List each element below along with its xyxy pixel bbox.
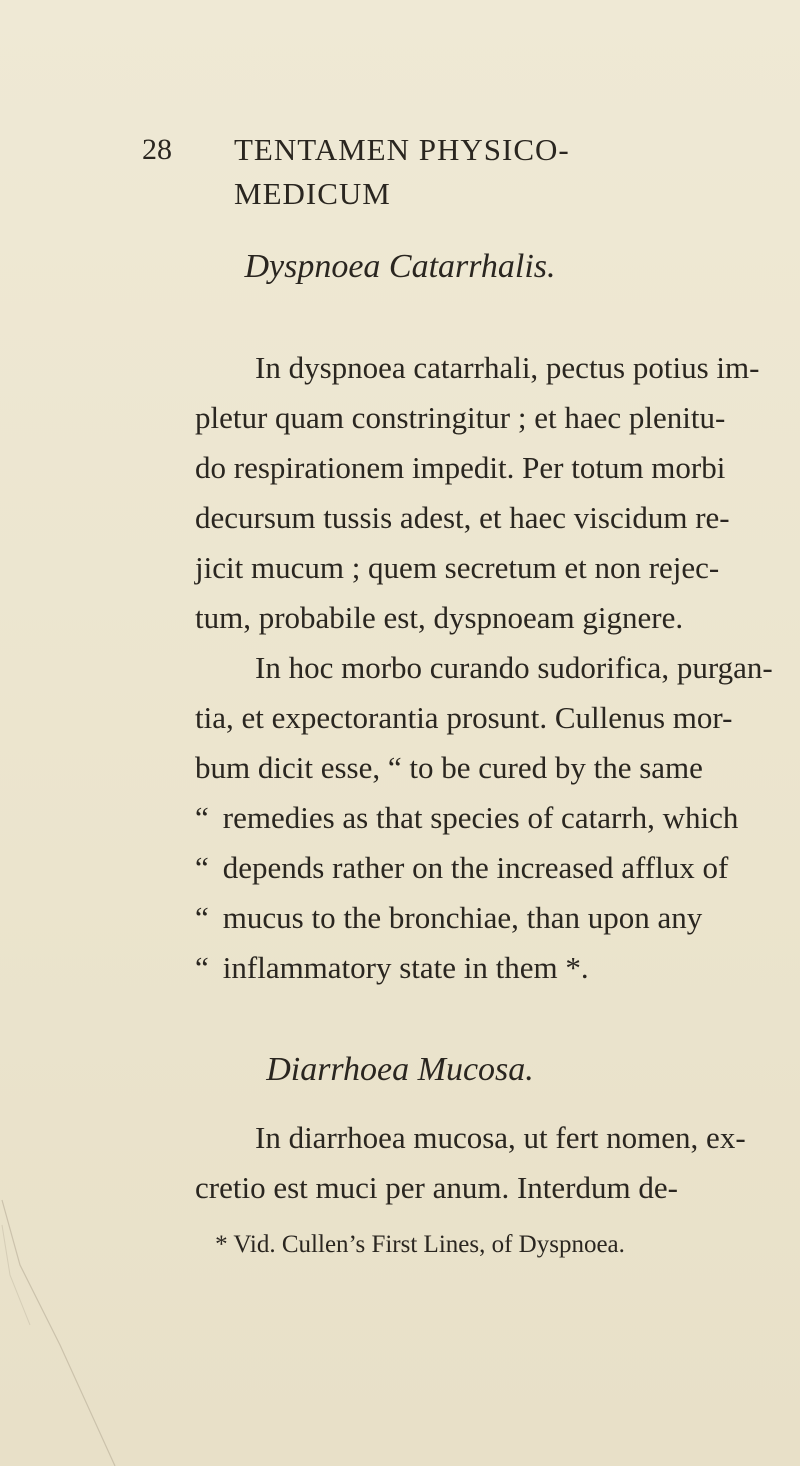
- quote-line: “ inflammatory state in them *.: [195, 950, 589, 985]
- text-line: tia, et expectorantia prosunt. Cullenus mor-: [195, 700, 733, 735]
- text-line: do respirationem impedit. Per totum morbi: [195, 450, 726, 485]
- quote-mark: “: [195, 850, 209, 885]
- text-line: In dyspnoea catarrhali, pectus potius im-: [255, 350, 760, 385]
- quote-mark: “: [195, 900, 209, 935]
- quote-line: “ remedies as that species of catarrh, which: [195, 800, 739, 835]
- quote-line: “ depends rather on the increased afflux of: [195, 850, 729, 885]
- text-line: cretio est muci per anum. Interdum de-: [195, 1170, 678, 1205]
- running-head: TENTAMEN PHYSICO-MEDICUM: [234, 132, 570, 211]
- text-line: In hoc morbo curando sudorifica, purgan-: [255, 650, 773, 685]
- text-line: decursum tussis adest, et haec viscidum re-: [195, 500, 730, 535]
- text-line: jicit mucum ; quem secretum et non rejec-: [195, 550, 720, 585]
- section-heading-dyspnoea: Dyspnoea Catarrhalis.: [244, 248, 556, 285]
- footnote: * Vid. Cullen’s First Lines, of Dyspnoea.: [215, 1231, 625, 1258]
- text-line: bum dicit esse, “ to be cured by the same: [195, 750, 703, 785]
- page-number: 28: [142, 133, 172, 166]
- section-heading-diarrhoea: Diarrhoea Mucosa.: [266, 1051, 534, 1088]
- quote-mark: “: [195, 950, 209, 985]
- text-line: tum, probabile est, dyspnoeam gignere.: [195, 600, 684, 635]
- margin-stroke-artifact: [0, 1195, 210, 1466]
- text-line: In diarrhoea mucosa, ut fert nomen, ex-: [255, 1120, 746, 1155]
- text-line: pletur quam constringitur ; et haec plenitu-: [195, 400, 726, 435]
- quote-line: “ mucus to the bronchiae, than upon any: [195, 900, 703, 935]
- quote-mark: “: [195, 800, 209, 835]
- page-header: [142, 128, 702, 211]
